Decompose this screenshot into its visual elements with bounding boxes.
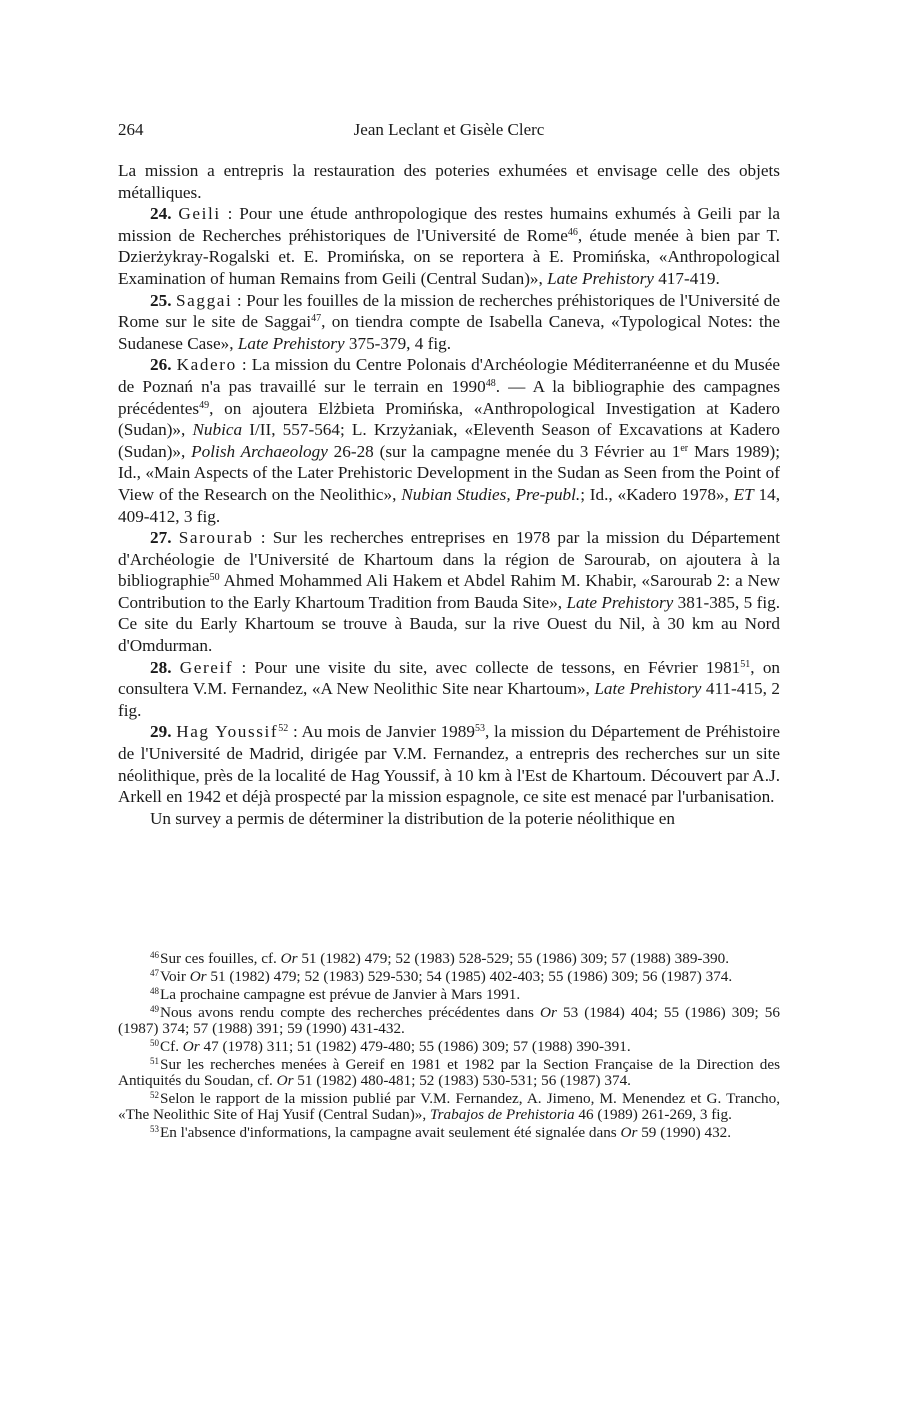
site-name: Kadero — [176, 355, 237, 375]
footnote-ref: 51 — [740, 658, 751, 670]
text: 381-385, 5 fig. Ce site du Early Khartoum se trouve à Bauda, sur la rive Ouest du Nil, à 30 km au Nord d'Omdurman. — [118, 592, 780, 656]
text: Mars 1989); Id., «Main Aspects of the Later Prehistoric Development in the Sudan as Seen from the Point of View of the Research on the Neolithic», — [118, 441, 781, 504]
journal-italic: Trabajos de Prehistoria — [429, 1106, 575, 1124]
title-italic: ET — [733, 484, 754, 504]
footnote-number: 49 — [150, 1003, 159, 1014]
section-27 — [118, 527, 780, 657]
footnote-49 — [118, 1005, 780, 1038]
footnote-number: 47 — [150, 967, 159, 978]
footnote-53 — [118, 1125, 780, 1141]
footnote-50 — [118, 1039, 780, 1055]
footnote-ref: 49 — [199, 399, 210, 411]
footnote-ref: 48 — [485, 377, 496, 389]
text: 375-379, 4 fig. — [344, 333, 452, 353]
text: , étude menée à bien par T. Dzierżykray-Rogalski et. E. Promińska, on se reportera à E. Promińska, «Anthropological Examination of human Remains from Geili (Central Sudan)», — [118, 225, 780, 288]
paragraph-last: Un survey a permis de déterminer la distribution de la poterie néolithique en — [150, 808, 676, 828]
journal-italic: Or — [620, 1124, 638, 1142]
text: : Au mois de Janvier 1989 — [288, 722, 475, 742]
text: : Pour une visite du site, avec collecte de tessons, en Février 1981 — [233, 657, 741, 677]
text: . — A la bibliographie des campagnes précédentes — [118, 376, 781, 418]
text: 51 (1982) 479; 52 (1983) 528-529; 55 (1986) 309; 57 (1988) 389-390. — [297, 950, 730, 967]
text: Nous avons rendu compte des recherches précédentes dans — [160, 1003, 541, 1021]
footnote-ref: 46 — [567, 226, 578, 238]
journal-italic: Or — [276, 1072, 294, 1090]
text: En l'absence d'informations, la campagne avait seulement été signalée dans — [160, 1124, 621, 1142]
footnote-number: 53 — [150, 1124, 159, 1135]
text: ; Id., «Kadero 1978», — [580, 484, 734, 504]
text: 59 (1990) 432. — [637, 1124, 732, 1142]
section-number: 28. — [150, 657, 172, 677]
site-name: Hag Youssif — [176, 722, 279, 742]
text: Sur ces fouilles, cf. — [160, 950, 281, 967]
footnote-ref: 52 — [278, 723, 289, 735]
text: La prochaine campagne est prévue de Janvier à Mars 1991. — [160, 985, 521, 1003]
section-number: 25. — [150, 290, 172, 310]
text: Cf. — [160, 1037, 183, 1055]
main-text — [118, 160, 780, 829]
text: 26-28 (sur la campagne menée du 3 Février au 1 — [327, 441, 681, 461]
footnote-ref: 53 — [474, 723, 485, 735]
footnote-number: 46 — [150, 950, 159, 960]
section-number: 29. — [150, 722, 172, 742]
journal-italic: Or — [182, 1037, 200, 1055]
site-name: Gereif — [179, 657, 234, 677]
journal-italic: Or — [189, 967, 207, 985]
section-24 — [118, 203, 780, 289]
section-26 — [118, 354, 780, 527]
running-head: Jean Leclant et Gisèle Clerc — [353, 120, 545, 139]
text: I/II, 557-564; L. Krzyżaniak, «Eleventh Season of Excavations at Kadero (Sudan)», — [118, 420, 780, 461]
footnote-number: 52 — [150, 1089, 159, 1100]
paragraph-intro: La mission a entrepris la restauration des poteries exhumées et envisage celle des objets métalliques. — [118, 161, 780, 202]
section-number: 26. — [150, 355, 172, 375]
text: , on ajoutera Elżbieta Promińska, «Anthropological Investigation at Kadero (Sudan)», — [118, 398, 780, 440]
text: 417-419. — [653, 268, 720, 288]
text: 53 (1984) 404; 55 (1986) 309; 56 (1987) 374; 57 (1988) 391; 59 (1990) 431-432. — [118, 1003, 780, 1037]
ordinal-sup: er — [680, 442, 689, 454]
text: : Sur les recherches entreprises en 1978 par la mission du Département d'Archéologie de l'Université de Khartoum dans la région de Sarourab, on ajoutera à la bibliographie — [118, 528, 780, 591]
text: 51 (1982) 479; 52 (1983) 529-530; 54 (1985) 402-403; 55 (1986) 309; 56 (1987) 374. — [206, 967, 733, 985]
title-italic: Late Prehistory — [237, 333, 345, 353]
footnote-number: 51 — [150, 1055, 159, 1066]
text: , la mission du Département de Préhistoire de l'Université de Madrid, dirigée par V.M. Fernandez, a entrepris des recherches sur un site néolithique, près de la localité de Hag Youssif, à 10 km à l'Est de Khartoum. Découvert par A.J. Arkell en 1942 et déjà prospecté par la mission espagnole, ce site est menacé par l'urbanisation. — [118, 722, 780, 807]
text: 51 (1982) 480-481; 52 (1983) 530-531; 56 (1987) 374. — [293, 1072, 631, 1090]
page-header — [118, 120, 780, 146]
title-italic: Late Prehistory — [594, 679, 702, 699]
page-number: 264 — [118, 120, 144, 139]
footnotes — [118, 951, 780, 1143]
text: : La mission du Centre Polonais d'Archéologie Méditerranéenne et du Musée de Poznań n'a pas travaillé sur le terrain en 1990 — [118, 355, 781, 396]
footnote-48 — [118, 987, 780, 1003]
journal-italic: Or — [280, 950, 298, 967]
section-28 — [118, 657, 780, 722]
text: 411-415, 2 fig. — [118, 679, 780, 720]
section-25 — [118, 290, 780, 355]
text: 46 (1989) 261-269, 3 fig. — [574, 1106, 732, 1124]
footnote-ref: 47 — [311, 313, 322, 325]
footnote-51 — [118, 1057, 780, 1090]
site-name: Sarourab — [178, 528, 254, 548]
text: , on tiendra compte de Isabella Caneva, «Typological Notes: the Sudanese Case», — [118, 312, 780, 353]
text: : Pour une étude anthropologique des restes humains exhumés à Geili par la mission de Recherches préhistoriques de l'Université de Rome — [118, 204, 780, 245]
site-name: Saggai — [176, 290, 233, 310]
text: 14, 409-412, 3 fig. — [118, 484, 780, 526]
footnote-number: 48 — [150, 985, 159, 996]
footnote-47 — [118, 969, 780, 985]
text: Voir — [160, 967, 190, 985]
footnote-number: 50 — [150, 1037, 159, 1048]
site-name: Geili — [178, 204, 221, 224]
section-number: 27. — [150, 528, 172, 548]
text: : Pour les fouilles de la mission de recherches préhistoriques de l'Université de Rome sur le site de Saggai — [118, 290, 781, 332]
title-italic: Nubian Studies, Pre-publ. — [401, 484, 581, 504]
text: Ahmed Mohammed Ali Hakem et Abdel Rahim M. Khabir, «Sarourab 2: a New Contribution to the Early Khartoum Tradition from Bauda Site», — [118, 571, 780, 612]
title-italic: Late Prehistory — [566, 592, 674, 612]
footnote-46 — [118, 951, 780, 967]
footnote-ref: 50 — [209, 572, 220, 584]
title-italic: Polish Archaeology — [191, 441, 328, 461]
text: Selon le rapport de la mission publié par V.M. Fernandez, A. Jimeno, M. Menendez et G. Trancho, «The Neolithic Site of Haj Yusif (Central Sudan)», — [118, 1089, 780, 1124]
section-number: 24. — [150, 204, 172, 224]
footnote-52 — [118, 1091, 780, 1124]
section-29 — [118, 721, 780, 807]
text: Sur les recherches menées à Gereif en 1981 et 1982 par la Section Française de la Direction des Antiquités du Soudan, cf. — [118, 1055, 780, 1090]
text: , on consultera V.M. Fernandez, «A New Neolithic Site near Khartoum», — [118, 657, 781, 699]
journal-italic: Or — [540, 1003, 557, 1021]
title-italic: Late Prehistory — [547, 268, 654, 288]
text: 47 (1978) 311; 51 (1982) 479-480; 55 (1986) 309; 57 (1988) 390-391. — [199, 1037, 631, 1055]
title-italic: Nubica — [192, 420, 243, 440]
